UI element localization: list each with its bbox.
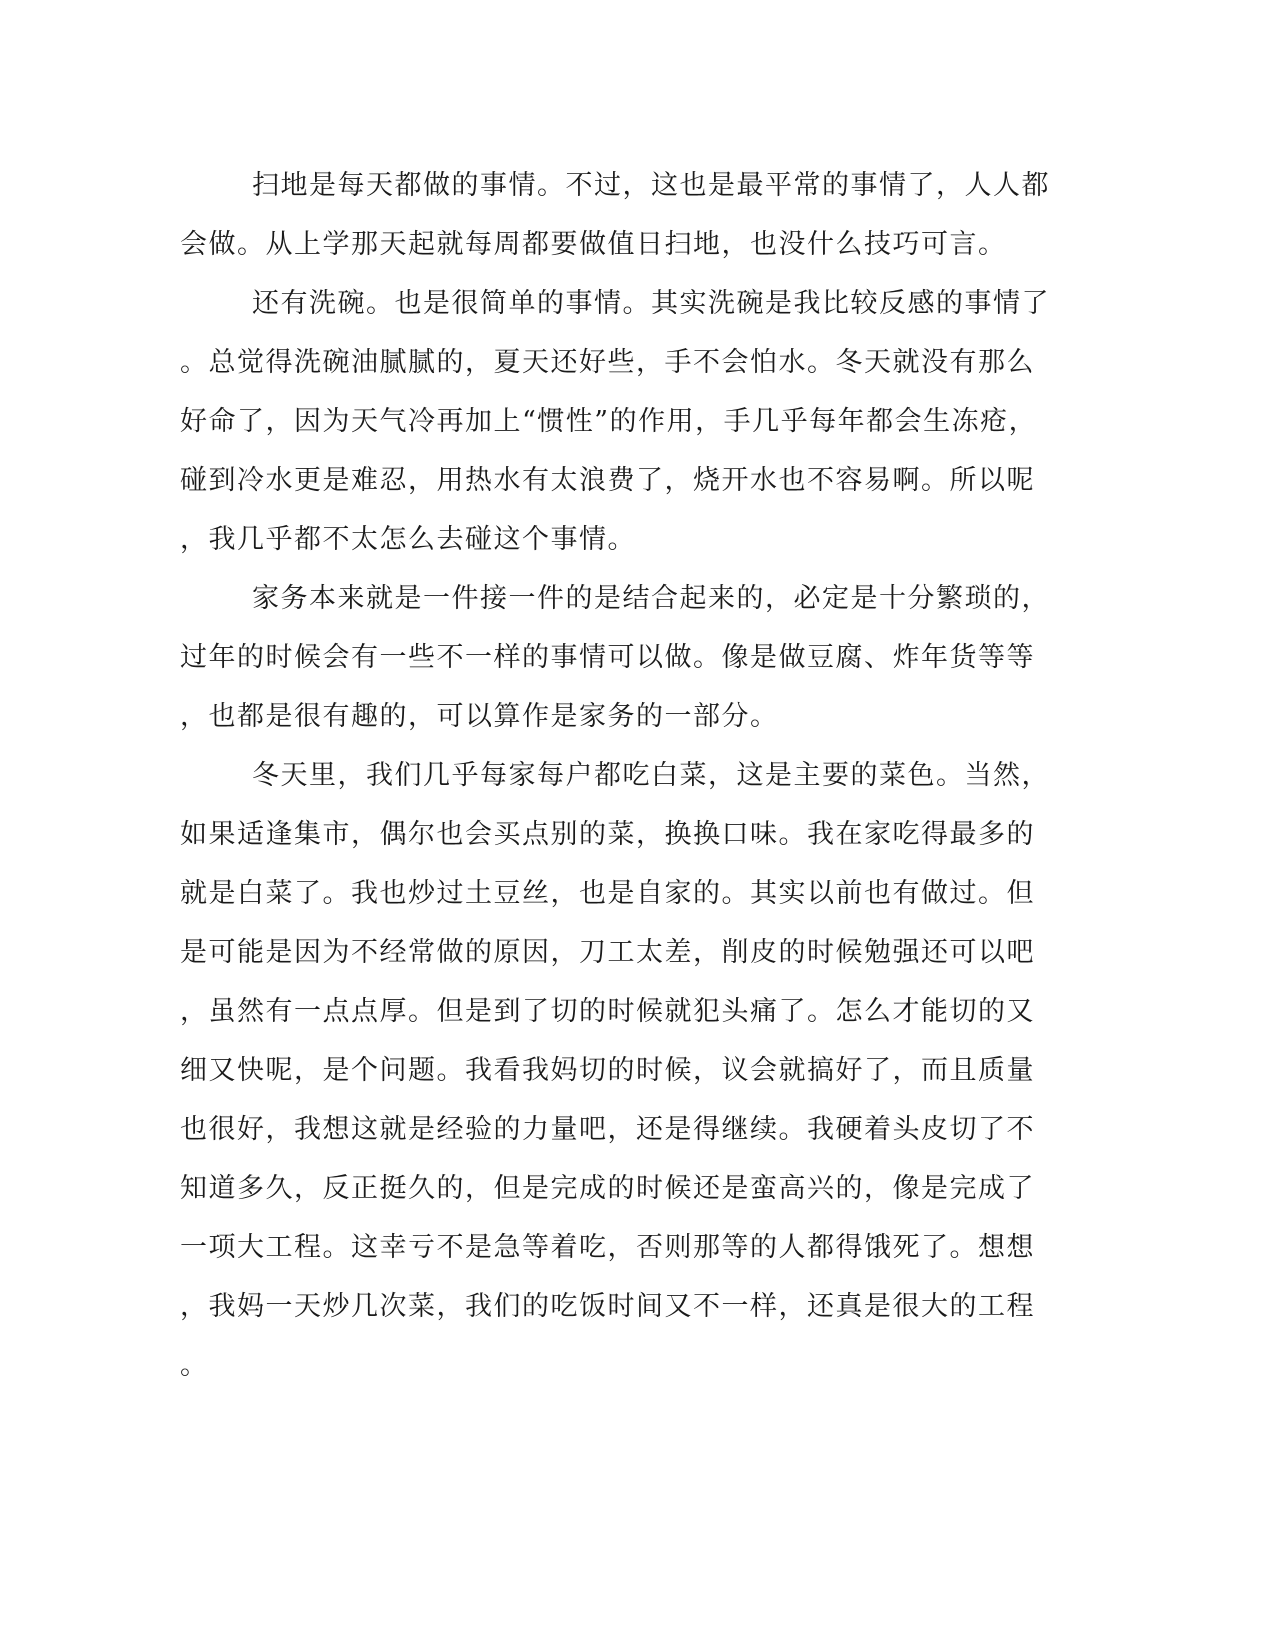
text-line: ，也都是很有趣的，可以算作是家务的一部分。 <box>180 701 779 732</box>
text-line: 过年的时候会有一些不一样的事情可以做。像是做豆腐、炸年货等等 <box>180 642 1035 673</box>
text-line: ，我妈一天炒几次菜，我们的吃饭时间又不一样，还真是很大的工程 <box>180 1291 1035 1322</box>
text-line: 扫地是每天都做的事情。不过，这也是最平常的事情了，人人都 <box>252 170 1050 201</box>
paragraph-2 <box>180 274 1180 569</box>
text-line: 就是白菜了。我也炒过土豆丝，也是自家的。其实以前也有做过。但 <box>180 878 1035 909</box>
text-line: 如果适逢集市，偶尔也会买点别的菜，换换口味。我在家吃得最多的 <box>180 819 1035 850</box>
text-line: 会做。从上学那天起就每周都要做值日扫地，也没什么技巧可言。 <box>180 229 1007 260</box>
paragraph-1 <box>180 156 1180 274</box>
paragraph-4 <box>180 746 1180 1395</box>
text-line: 。总觉得洗碗油腻腻的，夏天还好些，手不会怕水。冬天就没有那么 <box>180 347 1035 378</box>
text-line: 也很好，我想这就是经验的力量吧，还是得继续。我硬着头皮切了不 <box>180 1114 1035 1145</box>
text-line: 知道多久，反正挺久的，但是完成的时候还是蛮高兴的，像是完成了 <box>180 1173 1035 1204</box>
text-line: ，虽然有一点点厚。但是到了切的时候就犯头痛了。怎么才能切的又 <box>180 996 1035 1027</box>
text-line: 。 <box>180 1350 209 1381</box>
paragraph-3 <box>180 569 1180 746</box>
text-line: 一项大工程。这幸亏不是急等着吃，否则那等的人都得饿死了。想想 <box>180 1232 1035 1263</box>
text-line: 是可能是因为不经常做的原因，刀工太差，削皮的时候勉强还可以吧 <box>180 937 1035 968</box>
text-line: 细又快呢，是个问题。我看我妈切的时候，议会就搞好了，而且质量 <box>180 1055 1035 1086</box>
text-line: 碰到冷水更是难忍，用热水有太浪费了，烧开水也不容易啊。所以呢 <box>180 465 1035 496</box>
text-line: ，我几乎都不太怎么去碰这个事情。 <box>180 524 636 555</box>
text-line: 还有洗碗。也是很简单的事情。其实洗碗是我比较反感的事情了 <box>252 288 1050 319</box>
text-line: 好命了，因为天气冷再加上“惯性”的作用，手几乎每年都会生冻疮， <box>180 406 1038 437</box>
document-body <box>180 156 1180 1395</box>
text-line: 家务本来就是一件接一件的是结合起来的，必定是十分繁琐的， <box>252 583 1050 614</box>
text-line: 冬天里，我们几乎每家每户都吃白菜，这是主要的菜色。当然， <box>252 760 1050 791</box>
